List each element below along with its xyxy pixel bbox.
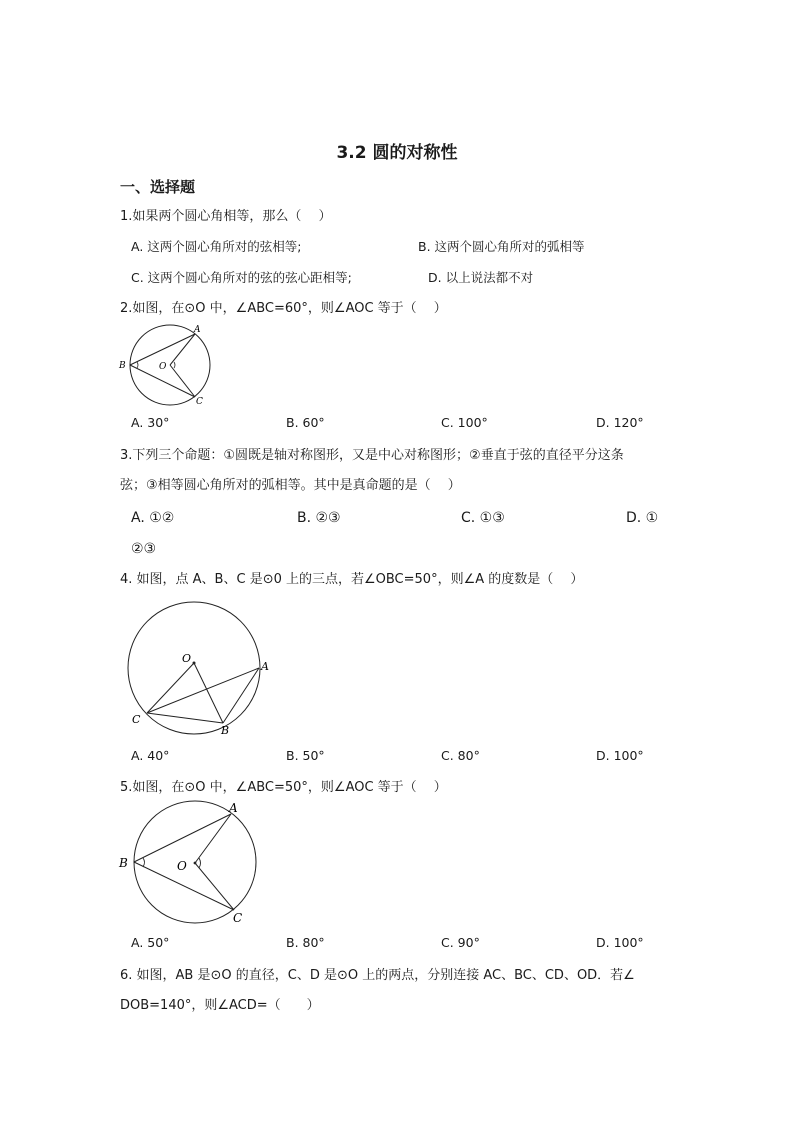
radius-oc [170, 365, 195, 397]
label-b: B [221, 724, 230, 737]
question-2-option-b: B. 60° [286, 415, 325, 430]
label-o: O [182, 652, 192, 665]
label-b: B [119, 856, 128, 870]
label-c: C [132, 713, 141, 726]
question-1-option-d: D. 以上说法都不对 [428, 270, 534, 285]
section-heading: 一、选择题 [120, 178, 196, 196]
question-1-stem: 1.如果两个圆心角相等，那么（ ） [120, 209, 332, 224]
question-4-circle-figure [120, 598, 276, 738]
chord-ca [147, 668, 259, 713]
chord-cb [147, 713, 223, 723]
question-5-option-a: A. 50° [131, 935, 170, 950]
center-point [194, 862, 197, 865]
radius-oa [170, 334, 195, 365]
question-6-stem-line2: DOB=140°，则∠ACD=（ ） [120, 998, 320, 1013]
question-3-option-b: B. ②③ [297, 510, 341, 526]
question-4-option-c: C. 80° [441, 748, 480, 763]
radius-oc [195, 863, 234, 910]
question-2-circle-figure [115, 322, 220, 408]
question-4-stem: 4. 如图，点 A、B、C 是⊙0 上的三点，若∠OBC=50°，则∠A 的度数是（ ） [120, 572, 584, 587]
chord-ba [134, 814, 231, 862]
question-4-option-d: D. 100° [596, 748, 644, 763]
question-3-stem-line1: 3.下列三个命题：①圆既是轴对称图形，又是中心对称图形；②垂直于弦的直径平分这条 [120, 448, 624, 463]
question-2-option-d: D. 120° [596, 415, 644, 430]
question-3-option-c: C. ①③ [461, 510, 505, 526]
angle-mark-b [143, 858, 145, 867]
question-1-option-a: A. 这两个圆心角所对的弦相等; [131, 239, 302, 254]
label-a: A [229, 801, 238, 815]
circle-o [128, 602, 260, 734]
question-2-option-a: A. 30° [131, 415, 170, 430]
label-o: O [177, 859, 187, 873]
label-b: B [119, 361, 126, 371]
question-2-option-c: C. 100° [441, 415, 488, 430]
question-5-option-c: C. 90° [441, 935, 480, 950]
question-5-option-d: D. 100° [596, 935, 644, 950]
label-o: O [159, 362, 167, 372]
page-title: 3.2 圆的对称性 [336, 143, 458, 163]
angle-mark-b [137, 362, 138, 368]
question-3-option-d-wrap: ②③ [131, 541, 157, 557]
question-1-option-c: C. 这两个圆心角所对的弦的弦心距相等; [131, 270, 352, 285]
question-4-option-b: B. 50° [286, 748, 325, 763]
question-5-circle-figure [115, 800, 265, 926]
question-3-option-d: D. ① [626, 510, 659, 526]
center-point [193, 662, 196, 665]
question-3-stem-line2: 弦；③相等圆心角所对的弧相等。其中是真命题的是（ ） [120, 478, 461, 493]
label-a: A [194, 325, 201, 335]
radius-oa [195, 814, 231, 863]
question-6-stem-line1: 6. 如图，AB 是⊙O 的直径，C、D 是⊙O 上的两点，分别连接 AC、BC、CD、OD．若∠ [120, 968, 635, 983]
label-c: C [233, 911, 243, 925]
question-2-stem: 2.如图，在⊙O 中，∠ABC=60°，则∠AOC 等于（ ） [120, 301, 447, 316]
radius-oc [147, 663, 194, 713]
angle-mark-o [174, 362, 175, 368]
radius-ob [194, 663, 223, 723]
question-5-option-b: B. 80° [286, 935, 325, 950]
label-a: A [261, 660, 269, 673]
angle-mark-o [199, 858, 201, 868]
question-4-option-a: A. 40° [131, 748, 170, 763]
question-3-option-a: A. ①② [131, 510, 175, 526]
label-c: C [196, 397, 203, 407]
question-5-stem: 5.如图，在⊙O 中，∠ABC=50°，则∠AOC 等于（ ） [120, 780, 447, 795]
question-1-option-b: B. 这两个圆心角所对的弧相等 [418, 239, 585, 254]
